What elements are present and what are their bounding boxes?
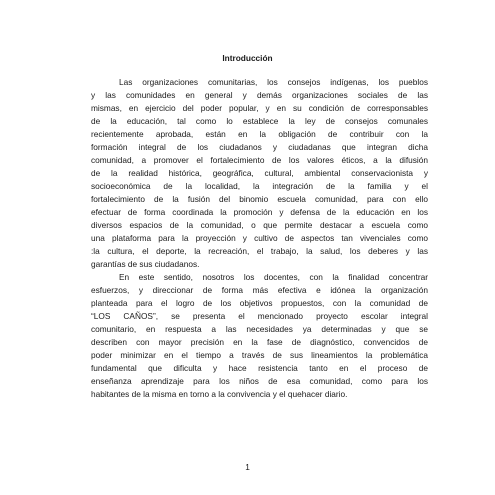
paragraph-line: :la cultura, el deporte, la recreación, el trabajo, la salud, los deberes y las <box>91 246 428 256</box>
paragraph-line: de la realidad histórica, geográfica, cultural, ambiental conservacionista y <box>91 168 428 178</box>
document-title: Introducción <box>222 53 273 63</box>
paragraph-line: “LOS CAÑOS”, se presenta el mencionado proyecto escolar integral <box>91 311 428 321</box>
paragraph-line: comunidad, a promover el fortalecimiento de los valores éticos, a la difusión <box>91 155 428 165</box>
paragraph-line: enseñanza aprendizaje para los niños de esa comunidad, como para los <box>91 376 428 386</box>
paragraph-1 <box>91 76 428 271</box>
paragraph-line: En este sentido, nosotros los docentes, con la finalidad concentrar <box>119 272 428 282</box>
paragraph-line: una plataforma para la proyección y cultivo de aspectos tan vivenciales como <box>91 233 428 243</box>
paragraph-line: socioeconómica de la localidad, la integración de la familia y el <box>91 181 428 191</box>
paragraph-line: comunitario, en respuesta a las necesidades ya determinadas y que se <box>91 324 428 334</box>
paragraph-line: planteada para el logro de los objetivos propuestos, con la comunidad de <box>91 298 428 308</box>
paragraph-line: esfuerzos, y direccionar de forma más efectiva e idónea la organización <box>91 285 428 295</box>
document-body <box>91 76 428 401</box>
paragraph-line: y las comunidades en general y demás organizaciones sociales de las <box>91 90 428 100</box>
page-number: 1 <box>245 462 250 472</box>
paragraph-line: garantías de sus ciudadanos. <box>91 259 200 269</box>
paragraph-line: describen con mayor precisión en la fase de diagnóstico, convencidos de <box>91 337 428 347</box>
paragraph-line: fundamental que dificulta y hace resistencia tanto en el proceso de <box>91 363 428 373</box>
paragraph-line: mismas, en ejercicio del poder popular, y en su condición de corresponsables <box>91 103 428 113</box>
paragraph-line: formación integral de los ciudadanos y ciudadanas que integran dicha <box>91 142 428 152</box>
paragraph-line: habitantes de la misma en torno a la convivencia y el quehacer diario. <box>91 389 348 399</box>
paragraph-line: diversos espacios de la comunidad, o que permite destacar a escuela como <box>91 220 428 230</box>
paragraph-line: poder minimizar en el tiempo a través de sus lineamientos la problemática <box>91 350 428 360</box>
paragraph-line: de la educación, tal como lo establece la ley de consejos comunales <box>91 116 428 126</box>
paragraph-line: efectuar de forma coordinada la promoción y defensa de la educación en los <box>91 207 428 217</box>
paragraph-line: recientemente aprobada, están en la obligación de contribuir con la <box>91 129 428 139</box>
paragraph-line: fortalecimiento de la fusión del binomio escuela comunidad, para con ello <box>91 194 428 204</box>
paragraph-line: Las organizaciones comunitarias, los consejos indígenas, los pueblos <box>119 77 428 87</box>
paragraph-2 <box>91 271 428 401</box>
